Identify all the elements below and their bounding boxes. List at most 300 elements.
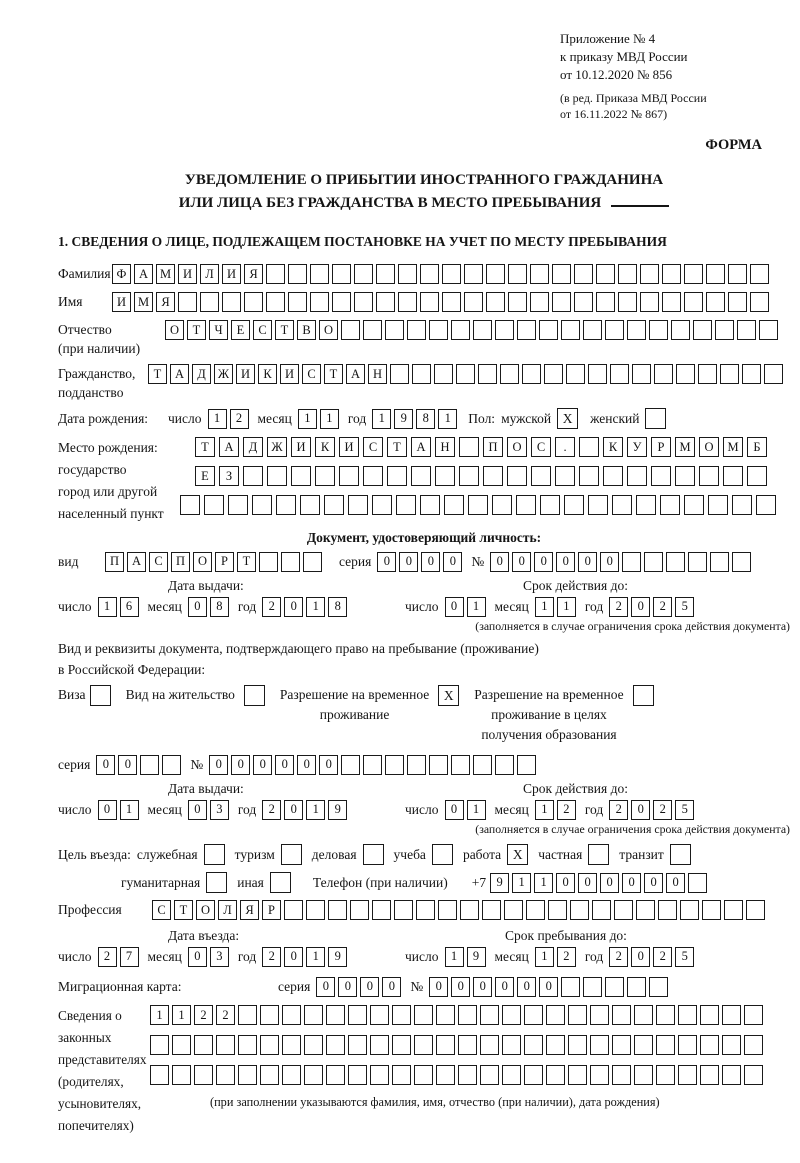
char-cell[interactable]: 0 <box>622 873 641 893</box>
char-cell[interactable]: О <box>193 552 212 572</box>
char-cell[interactable] <box>266 292 285 312</box>
char-cell[interactable]: 0 <box>118 755 137 775</box>
char-cell[interactable]: 2 <box>609 800 628 820</box>
char-cell[interactable]: 0 <box>578 552 597 572</box>
char-cell[interactable] <box>372 495 392 515</box>
char-cell[interactable] <box>468 495 488 515</box>
stay-month-cells[interactable] <box>535 947 579 967</box>
char-cell[interactable] <box>502 1065 521 1085</box>
char-cell[interactable] <box>678 1035 697 1055</box>
char-cell[interactable]: 0 <box>399 552 418 572</box>
char-cell[interactable]: 2 <box>557 947 576 967</box>
char-cell[interactable] <box>328 900 347 920</box>
char-cell[interactable] <box>266 264 285 284</box>
char-cell[interactable] <box>759 320 778 340</box>
char-cell[interactable] <box>702 900 721 920</box>
char-cell[interactable] <box>522 364 541 384</box>
char-cell[interactable]: С <box>152 900 171 920</box>
char-cell[interactable]: 7 <box>120 947 139 967</box>
char-cell[interactable] <box>568 1005 587 1025</box>
doc-series-cells[interactable] <box>377 552 465 572</box>
char-cell[interactable] <box>737 320 756 340</box>
char-cell[interactable]: 1 <box>150 1005 169 1025</box>
char-cell[interactable] <box>420 495 440 515</box>
char-cell[interactable] <box>310 292 329 312</box>
char-cell[interactable]: А <box>127 552 146 572</box>
char-cell[interactable] <box>420 264 439 284</box>
char-cell[interactable] <box>464 292 483 312</box>
char-cell[interactable] <box>460 900 479 920</box>
char-cell[interactable]: Д <box>243 437 263 457</box>
char-cell[interactable] <box>243 466 263 486</box>
char-cell[interactable]: 1 <box>306 800 325 820</box>
char-cell[interactable] <box>508 264 527 284</box>
char-cell[interactable] <box>260 1005 279 1025</box>
char-cell[interactable]: П <box>105 552 124 572</box>
char-cell[interactable]: 0 <box>284 947 303 967</box>
char-cell[interactable] <box>700 1005 719 1025</box>
residence-permit-checkbox[interactable] <box>244 685 265 706</box>
char-cell[interactable]: 0 <box>534 552 553 572</box>
char-cell[interactable]: 2 <box>653 947 672 967</box>
representatives-line3-cells[interactable] <box>150 1065 766 1085</box>
char-cell[interactable] <box>603 466 623 486</box>
char-cell[interactable] <box>244 292 263 312</box>
visa-checkbox[interactable] <box>90 685 111 706</box>
char-cell[interactable]: 0 <box>284 597 303 617</box>
stay-year-cells[interactable] <box>609 947 697 967</box>
char-cell[interactable]: В <box>297 320 316 340</box>
char-cell[interactable]: С <box>253 320 272 340</box>
char-cell[interactable] <box>436 1035 455 1055</box>
char-cell[interactable] <box>744 1065 763 1085</box>
char-cell[interactable]: П <box>171 552 190 572</box>
char-cell[interactable] <box>276 495 296 515</box>
char-cell[interactable]: И <box>280 364 299 384</box>
doc-valid-month-cells[interactable] <box>535 597 579 617</box>
char-cell[interactable]: 0 <box>556 552 575 572</box>
char-cell[interactable] <box>724 900 743 920</box>
char-cell[interactable]: 1 <box>445 947 464 967</box>
char-cell[interactable] <box>315 466 335 486</box>
char-cell[interactable] <box>546 1065 565 1085</box>
char-cell[interactable] <box>524 1005 543 1025</box>
char-cell[interactable]: 1 <box>172 1005 191 1025</box>
entry-day-cells[interactable] <box>98 947 142 967</box>
char-cell[interactable] <box>750 292 769 312</box>
char-cell[interactable] <box>458 1005 477 1025</box>
char-cell[interactable] <box>414 1065 433 1085</box>
char-cell[interactable] <box>326 1005 345 1025</box>
char-cell[interactable] <box>326 1065 345 1085</box>
char-cell[interactable] <box>370 1005 389 1025</box>
char-cell[interactable] <box>693 320 712 340</box>
char-cell[interactable] <box>303 552 322 572</box>
char-cell[interactable] <box>392 1005 411 1025</box>
char-cell[interactable]: 5 <box>675 597 694 617</box>
char-cell[interactable] <box>500 364 519 384</box>
char-cell[interactable] <box>750 264 769 284</box>
char-cell[interactable] <box>618 264 637 284</box>
char-cell[interactable] <box>140 755 159 775</box>
char-cell[interactable] <box>688 552 707 572</box>
char-cell[interactable]: 2 <box>557 800 576 820</box>
doc-issue-year-cells[interactable] <box>262 597 350 617</box>
char-cell[interactable] <box>348 1065 367 1085</box>
char-cell[interactable] <box>442 292 461 312</box>
char-cell[interactable] <box>644 552 663 572</box>
char-cell[interactable] <box>238 1035 257 1055</box>
char-cell[interactable] <box>216 1065 235 1085</box>
char-cell[interactable] <box>228 495 248 515</box>
char-cell[interactable] <box>459 466 479 486</box>
char-cell[interactable]: Б <box>747 437 767 457</box>
char-cell[interactable]: 0 <box>445 597 464 617</box>
char-cell[interactable] <box>281 552 300 572</box>
char-cell[interactable] <box>548 900 567 920</box>
char-cell[interactable]: 1 <box>467 800 486 820</box>
char-cell[interactable] <box>546 1035 565 1055</box>
char-cell[interactable] <box>172 1065 191 1085</box>
char-cell[interactable] <box>341 320 360 340</box>
char-cell[interactable]: 1 <box>208 409 227 429</box>
char-cell[interactable]: Р <box>262 900 281 920</box>
char-cell[interactable]: Ж <box>214 364 233 384</box>
char-cell[interactable]: Т <box>174 900 193 920</box>
char-cell[interactable] <box>216 1035 235 1055</box>
char-cell[interactable] <box>699 466 719 486</box>
char-cell[interactable] <box>486 292 505 312</box>
char-cell[interactable]: 0 <box>556 873 575 893</box>
char-cell[interactable] <box>728 292 747 312</box>
char-cell[interactable]: 1 <box>298 409 317 429</box>
char-cell[interactable] <box>385 755 404 775</box>
char-cell[interactable]: 0 <box>490 552 509 572</box>
char-cell[interactable] <box>398 292 417 312</box>
char-cell[interactable]: 5 <box>675 800 694 820</box>
birth-place-line2-cells[interactable] <box>195 466 780 486</box>
char-cell[interactable] <box>590 1035 609 1055</box>
char-cell[interactable] <box>451 320 470 340</box>
char-cell[interactable] <box>304 1035 323 1055</box>
char-cell[interactable] <box>666 552 685 572</box>
char-cell[interactable] <box>728 264 747 284</box>
char-cell[interactable] <box>326 1035 345 1055</box>
char-cell[interactable] <box>412 364 431 384</box>
char-cell[interactable] <box>517 755 536 775</box>
char-cell[interactable]: О <box>165 320 184 340</box>
char-cell[interactable] <box>564 495 584 515</box>
birth-month-cells[interactable] <box>298 409 342 429</box>
char-cell[interactable]: 0 <box>421 552 440 572</box>
char-cell[interactable] <box>612 1005 631 1025</box>
char-cell[interactable]: 9 <box>328 947 347 967</box>
char-cell[interactable] <box>531 466 551 486</box>
char-cell[interactable]: 3 <box>210 800 229 820</box>
char-cell[interactable]: 0 <box>631 800 650 820</box>
entry-year-cells[interactable] <box>262 947 350 967</box>
char-cell[interactable]: 0 <box>316 977 335 997</box>
char-cell[interactable]: 1 <box>372 409 391 429</box>
citizenship-cells[interactable] <box>148 364 786 384</box>
char-cell[interactable]: О <box>507 437 527 457</box>
char-cell[interactable]: К <box>603 437 623 457</box>
char-cell[interactable]: 2 <box>609 947 628 967</box>
char-cell[interactable] <box>742 364 761 384</box>
residence-series-cells[interactable] <box>96 755 184 775</box>
char-cell[interactable] <box>583 977 602 997</box>
char-cell[interactable] <box>636 900 655 920</box>
char-cell[interactable]: С <box>302 364 321 384</box>
temp-residence-checkbox[interactable]: X <box>438 685 459 706</box>
char-cell[interactable] <box>354 292 373 312</box>
char-cell[interactable] <box>706 292 725 312</box>
char-cell[interactable] <box>288 292 307 312</box>
char-cell[interactable]: Д <box>192 364 211 384</box>
char-cell[interactable] <box>398 264 417 284</box>
char-cell[interactable]: 0 <box>644 873 663 893</box>
char-cell[interactable]: 1 <box>120 800 139 820</box>
char-cell[interactable]: 9 <box>394 409 413 429</box>
char-cell[interactable]: 0 <box>631 947 650 967</box>
char-cell[interactable]: И <box>236 364 255 384</box>
char-cell[interactable] <box>634 1005 653 1025</box>
char-cell[interactable]: 0 <box>360 977 379 997</box>
char-cell[interactable] <box>310 264 329 284</box>
char-cell[interactable]: 0 <box>473 977 492 997</box>
char-cell[interactable] <box>640 292 659 312</box>
char-cell[interactable] <box>526 900 545 920</box>
char-cell[interactable]: 2 <box>653 800 672 820</box>
surname-cells[interactable] <box>112 264 772 284</box>
char-cell[interactable]: 0 <box>600 552 619 572</box>
char-cell[interactable]: 2 <box>262 597 281 617</box>
char-cell[interactable] <box>732 552 751 572</box>
char-cell[interactable] <box>540 495 560 515</box>
char-cell[interactable] <box>747 466 767 486</box>
char-cell[interactable]: 1 <box>535 947 554 967</box>
char-cell[interactable] <box>414 1035 433 1055</box>
purpose-study-checkbox[interactable] <box>432 844 453 865</box>
char-cell[interactable] <box>662 264 681 284</box>
char-cell[interactable]: 2 <box>216 1005 235 1025</box>
char-cell[interactable] <box>588 495 608 515</box>
char-cell[interactable]: И <box>339 437 359 457</box>
char-cell[interactable] <box>390 364 409 384</box>
char-cell[interactable] <box>392 1065 411 1085</box>
residence-valid-day-cells[interactable] <box>445 800 489 820</box>
char-cell[interactable] <box>612 495 632 515</box>
char-cell[interactable] <box>524 1035 543 1055</box>
char-cell[interactable]: Т <box>324 364 343 384</box>
char-cell[interactable]: 9 <box>328 800 347 820</box>
purpose-work-checkbox[interactable]: X <box>507 844 528 865</box>
char-cell[interactable]: 8 <box>328 597 347 617</box>
residence-number-cells[interactable] <box>209 755 539 775</box>
char-cell[interactable] <box>267 466 287 486</box>
char-cell[interactable] <box>744 1005 763 1025</box>
phone-cells[interactable] <box>490 873 710 893</box>
char-cell[interactable] <box>649 977 668 997</box>
char-cell[interactable] <box>429 320 448 340</box>
char-cell[interactable] <box>640 264 659 284</box>
char-cell[interactable]: 0 <box>600 873 619 893</box>
char-cell[interactable] <box>722 1005 741 1025</box>
char-cell[interactable]: А <box>170 364 189 384</box>
char-cell[interactable] <box>394 900 413 920</box>
char-cell[interactable] <box>592 900 611 920</box>
char-cell[interactable] <box>464 264 483 284</box>
char-cell[interactable] <box>194 1035 213 1055</box>
char-cell[interactable] <box>684 264 703 284</box>
char-cell[interactable]: 0 <box>495 977 514 997</box>
char-cell[interactable]: М <box>723 437 743 457</box>
char-cell[interactable] <box>451 755 470 775</box>
char-cell[interactable]: И <box>291 437 311 457</box>
birth-day-cells[interactable] <box>208 409 252 429</box>
char-cell[interactable] <box>502 1035 521 1055</box>
char-cell[interactable]: 1 <box>535 800 554 820</box>
char-cell[interactable]: У <box>627 437 647 457</box>
char-cell[interactable] <box>530 264 549 284</box>
migration-number-cells[interactable] <box>429 977 671 997</box>
char-cell[interactable] <box>507 466 527 486</box>
char-cell[interactable] <box>495 320 514 340</box>
char-cell[interactable] <box>618 292 637 312</box>
char-cell[interactable]: 2 <box>262 800 281 820</box>
char-cell[interactable]: 2 <box>194 1005 213 1025</box>
char-cell[interactable]: 1 <box>467 597 486 617</box>
char-cell[interactable] <box>372 900 391 920</box>
char-cell[interactable]: 0 <box>188 597 207 617</box>
char-cell[interactable] <box>200 292 219 312</box>
char-cell[interactable]: С <box>531 437 551 457</box>
char-cell[interactable] <box>260 1035 279 1055</box>
char-cell[interactable]: 2 <box>653 597 672 617</box>
char-cell[interactable] <box>260 1065 279 1085</box>
entry-month-cells[interactable] <box>188 947 232 967</box>
char-cell[interactable] <box>178 292 197 312</box>
char-cell[interactable]: Т <box>187 320 206 340</box>
char-cell[interactable] <box>566 364 585 384</box>
char-cell[interactable] <box>444 495 464 515</box>
char-cell[interactable] <box>363 320 382 340</box>
char-cell[interactable] <box>530 292 549 312</box>
birth-place-line1-cells[interactable] <box>195 437 780 457</box>
patronymic-cells[interactable] <box>165 320 781 340</box>
char-cell[interactable] <box>473 755 492 775</box>
char-cell[interactable]: 0 <box>445 800 464 820</box>
char-cell[interactable]: З <box>219 466 239 486</box>
char-cell[interactable]: Т <box>195 437 215 457</box>
char-cell[interactable]: 2 <box>230 409 249 429</box>
char-cell[interactable] <box>306 900 325 920</box>
char-cell[interactable] <box>502 1005 521 1025</box>
char-cell[interactable] <box>348 1005 367 1025</box>
migration-series-cells[interactable] <box>316 977 404 997</box>
char-cell[interactable]: 0 <box>231 755 250 775</box>
char-cell[interactable]: 1 <box>306 597 325 617</box>
char-cell[interactable] <box>480 1005 499 1025</box>
char-cell[interactable]: 2 <box>262 947 281 967</box>
char-cell[interactable] <box>568 1065 587 1085</box>
doc-valid-day-cells[interactable] <box>445 597 489 617</box>
char-cell[interactable] <box>708 495 728 515</box>
purpose-tourism-checkbox[interactable] <box>281 844 302 865</box>
char-cell[interactable]: Е <box>231 320 250 340</box>
char-cell[interactable]: 0 <box>666 873 685 893</box>
char-cell[interactable] <box>568 1035 587 1055</box>
char-cell[interactable] <box>660 495 680 515</box>
char-cell[interactable] <box>658 900 677 920</box>
char-cell[interactable] <box>348 495 368 515</box>
char-cell[interactable] <box>636 495 656 515</box>
char-cell[interactable] <box>429 755 448 775</box>
char-cell[interactable]: 1 <box>320 409 339 429</box>
char-cell[interactable] <box>678 1005 697 1025</box>
char-cell[interactable]: Р <box>651 437 671 457</box>
char-cell[interactable] <box>649 320 668 340</box>
char-cell[interactable] <box>579 437 599 457</box>
birth-place-line3-cells[interactable] <box>180 495 780 515</box>
char-cell[interactable] <box>508 292 527 312</box>
char-cell[interactable] <box>438 900 457 920</box>
char-cell[interactable] <box>698 364 717 384</box>
char-cell[interactable]: Л <box>200 264 219 284</box>
char-cell[interactable] <box>544 364 563 384</box>
char-cell[interactable]: 0 <box>443 552 462 572</box>
char-cell[interactable]: С <box>149 552 168 572</box>
residence-issue-day-cells[interactable] <box>98 800 142 820</box>
profession-cells[interactable] <box>152 900 768 920</box>
char-cell[interactable]: 0 <box>188 800 207 820</box>
char-cell[interactable] <box>612 1065 631 1085</box>
char-cell[interactable] <box>605 977 624 997</box>
char-cell[interactable]: Ч <box>209 320 228 340</box>
char-cell[interactable]: А <box>134 264 153 284</box>
char-cell[interactable]: 1 <box>306 947 325 967</box>
char-cell[interactable]: 8 <box>416 409 435 429</box>
char-cell[interactable] <box>764 364 783 384</box>
char-cell[interactable] <box>238 1065 257 1085</box>
char-cell[interactable]: Л <box>218 900 237 920</box>
char-cell[interactable] <box>414 1005 433 1025</box>
char-cell[interactable] <box>662 292 681 312</box>
char-cell[interactable] <box>456 364 475 384</box>
char-cell[interactable] <box>720 364 739 384</box>
doc-issue-month-cells[interactable] <box>188 597 232 617</box>
purpose-private-checkbox[interactable] <box>588 844 609 865</box>
char-cell[interactable]: 0 <box>275 755 294 775</box>
char-cell[interactable]: Ж <box>267 437 287 457</box>
char-cell[interactable] <box>700 1065 719 1085</box>
char-cell[interactable] <box>483 466 503 486</box>
char-cell[interactable]: 0 <box>517 977 536 997</box>
char-cell[interactable]: К <box>315 437 335 457</box>
char-cell[interactable]: К <box>258 364 277 384</box>
char-cell[interactable] <box>300 495 320 515</box>
char-cell[interactable] <box>370 1035 389 1055</box>
char-cell[interactable]: 8 <box>210 597 229 617</box>
char-cell[interactable] <box>590 1065 609 1085</box>
char-cell[interactable]: О <box>699 437 719 457</box>
char-cell[interactable]: 0 <box>338 977 357 997</box>
char-cell[interactable]: И <box>222 264 241 284</box>
char-cell[interactable]: 1 <box>534 873 553 893</box>
char-cell[interactable] <box>605 320 624 340</box>
char-cell[interactable] <box>651 466 671 486</box>
char-cell[interactable]: М <box>156 264 175 284</box>
